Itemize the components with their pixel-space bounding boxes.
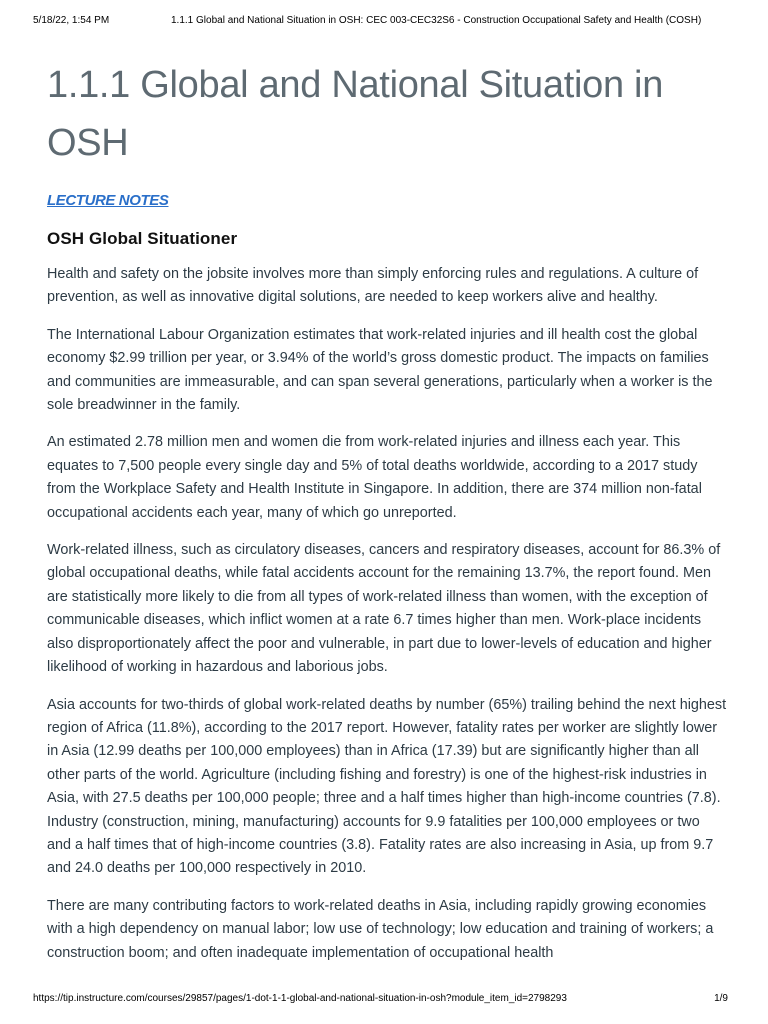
page-title-line2: OSH xyxy=(47,122,129,164)
paragraph-2: The International Labour Organization estimates that work-related injuries and ill health cost the global economy $2.99 trillion per year, or 3.94% of the world’s gross domestic product. The impacts on families and communities are immeasurable, and can span several generations, particularly when a worker is the sole breadwinner in the family. xyxy=(47,326,713,414)
page-title xyxy=(47,56,727,172)
lecture-notes-link[interactable]: LECTURE NOTES xyxy=(47,192,169,209)
page-title-line1: 1.1.1 Global and National Situation in xyxy=(47,64,664,106)
main-content xyxy=(47,56,727,965)
paragraph-3: An estimated 2.78 million men and women die from work-related injuries and illness each year. This equates to 7,500 people every single day and 5% of total deaths worldwide, according to a 2017 study from the Workplace Safety and Health Institute in Singapore. In addition, there are 374 million non-fatal occupational accidents each year, many of which go unreported. xyxy=(47,434,702,521)
print-datetime: 5/18/22, 1:54 PM xyxy=(33,15,110,26)
print-footer xyxy=(33,993,738,1007)
print-page-title: 1.1.1 Global and National Situation in OSH: CEC 003-CEC32S6 - Construction Occupational Safety and Health (COSH) xyxy=(171,15,702,26)
paragraph-5: Asia accounts for two-thirds of global work-related deaths by number (65%) trailing behind the next highest region of Africa (11.8%), according to the 2017 report. However, fatality rates per worker are slightly lower in Asia (12.99 deaths per 100,000 employees) than in Africa (17.39) but are significantly higher than all other parts of the world. Agriculture (including fishing and forestry) is one of the highest-risk industries in Asia, with 27.5 deaths per 100,000 people; three and a half times higher than high-income countries (7.8). Industry (construction, mining, manufacturing) accounts for 9.9 fatalities per 100,000 employees or two and a half times that of high-income countries (3.8). Fatality rates are also increasing in Asia, up from 9.7 and 24.0 deaths per 100,000 respectively in 2010. xyxy=(47,696,727,877)
print-url: https://tip.instructure.com/courses/29857/pages/1-dot-1-1-global-and-national-situation-in-osh?module_item_id=2798293 xyxy=(33,993,567,1004)
page-number: 1/9 xyxy=(714,993,728,1004)
paragraph-4: Work-related illness, such as circulatory diseases, cancers and respiratory diseases, account for 86.3% of global occupational deaths, while fatal accidents account for the remaining 13.7%, the report found. Men are statistically more likely to die from all types of work-related illness than women, with the exception of communicable diseases, which inflict women at a rate 6.7 times higher than men. Work-place incidents also disproportionately affect the poor and vulnerable, in part due to lower-levels of education and higher likelihood of working in hazardous and laborious jobs. xyxy=(47,542,721,676)
paragraph-6: There are many contributing factors to work-related deaths in Asia, including rapidly growing economies with a high dependency on manual labor; low use of technology; low education and training of workers; a construction boom; and often inadequate implementation of occupational health xyxy=(47,897,714,961)
print-header xyxy=(33,15,738,29)
section-heading: OSH Global Situationer xyxy=(47,229,238,248)
paragraph-1: Health and safety on the jobsite involves more than simply enforcing rules and regulations. A culture of prevention, as well as innovative digital solutions, are needed to keep workers alive and healthy. xyxy=(47,266,699,306)
